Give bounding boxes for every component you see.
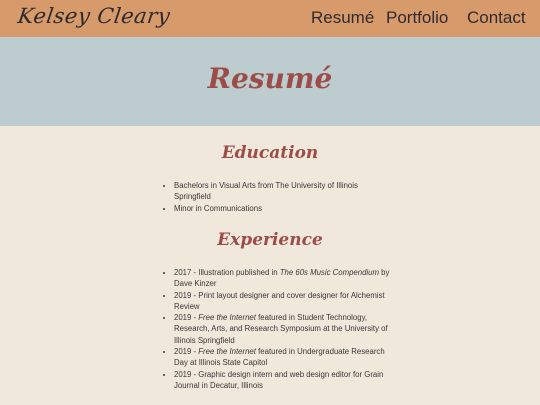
item-text: 2019 - — [174, 313, 199, 323]
list-item: • Minor in Communications — [174, 203, 396, 214]
education-heading: Education — [221, 143, 319, 163]
item-italic-title: The 60s Music Compendium — [279, 268, 380, 277]
brand-logo[interactable]: Kelsey Cleary — [16, 4, 172, 28]
experience-list — [160, 267, 396, 391]
nav-link-resume[interactable]: Resumé — [311, 8, 375, 27]
list-item: • Bachelors in Visual Arts from The University of Illinois Springfield — [174, 180, 396, 203]
item-text: 2019 - — [174, 347, 199, 357]
list-item — [174, 267, 396, 290]
item-text: 2019 - Print layout designer and cover designer for Alchemist Review — [174, 290, 385, 311]
hero-banner — [0, 37, 540, 126]
item-text: 2019 - Graphic design intern and web design editor for Grain Journal in Decatur, Illinois — [174, 369, 384, 390]
item-italic-title: Free the Internet — [198, 347, 256, 357]
experience-heading: Experience — [217, 230, 323, 250]
top-navbar — [0, 0, 540, 37]
list-item — [174, 290, 396, 313]
item-italic-title: Free the Internet — [198, 313, 256, 323]
nav-link-contact[interactable]: Contact — [467, 8, 526, 27]
education-list — [160, 180, 396, 214]
item-text: by Dave Kinzer — [174, 268, 390, 289]
item-text: featured in Undergraduate Research Day at Illinois State Capitol — [174, 347, 385, 368]
item-text: featured in Student Technology, Research, Arts, and Research Symposium at the University of Illinois Springfield — [174, 313, 388, 345]
list-item — [174, 346, 396, 369]
list-item — [174, 312, 396, 346]
item-text: 2017 - Illustration published in — [174, 268, 280, 277]
list-item — [174, 369, 396, 392]
nav-link-portfolio[interactable]: Portfolio — [386, 8, 449, 27]
page-title: Resumé — [207, 62, 333, 95]
